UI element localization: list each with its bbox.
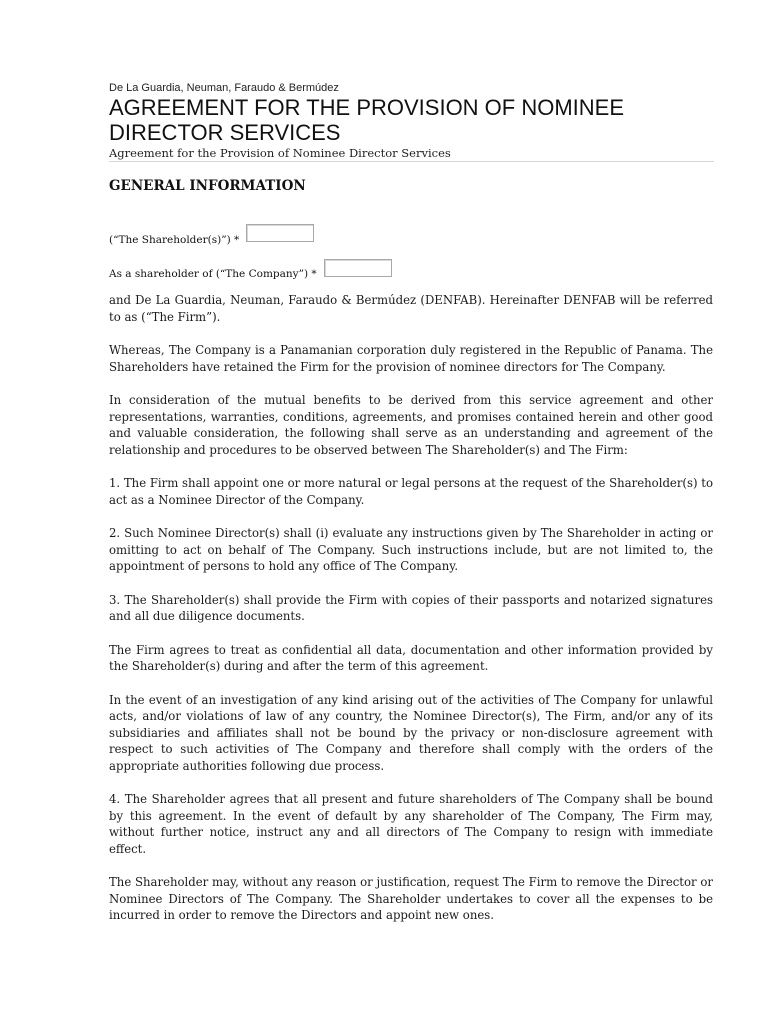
clause-3: 3. The Shareholder(s) shall provide the Firm with copies of their passports and notarized signatures and all due diligence documents. [109,592,713,623]
paragraph: and De La Guardia, Neuman, Faraudo & Bermúdez (DENFAB). Hereinafter DENFAB will be referred to as (“The Firm”). [109,293,713,324]
document-subtitle: Agreement for the Provision of Nominee Director Services [109,146,451,160]
agreement-body [109,292,713,941]
paragraph: In the event of an investigation of any kind arising out of the activities of The Company for unlawful acts, and/or violations of law of any country, the Nominee Director(s), The Firm, and/or any of its subsidiaries and affiliates shall not be bound by the privacy or non-disclosure agreement with respect to such activities of The Company and therefore shall comply with the orders of the appropriate authorities following due process. [109,692,713,773]
company-input[interactable] [324,259,392,277]
shareholder-label: (“The Shareholder(s)”) * [109,234,240,246]
header-divider [109,161,714,162]
clause-1: 1. The Firm shall appoint one or more natural or legal persons at the request of the Shareholder(s) to act as a Nominee Director of the Company. [109,476,714,507]
document-title: AGREEMENT FOR THE PROVISION OF NOMINEE DIRECTOR SERVICES [109,95,625,145]
paragraph: The Shareholder may, without any reason or justification, request The Firm to remove the Director or Nominee Directors of The Company. The Shareholder undertakes to cover all the expenses to be incurred in order to remove the Directors and appoint new ones. [109,875,713,922]
company-label: As a shareholder of (“The Company”) * [109,268,317,280]
firm-name: De La Guardia, Neuman, Faraudo & Bermúdez [109,82,339,94]
shareholder-input[interactable] [246,224,314,242]
clause-4: 4. The Shareholder agrees that all present and future shareholders of The Company shall be bound by this agreement. In the event of default by any shareholder of The Company, The Firm may, without further notice, instruct any and all directors of The Company to resign with immediate effect. [109,792,713,856]
paragraph: In consideration of the mutual benefits to be derived from this service agreement and other representations, warranties, conditions, agreements, and promises contained herein and other good and valuable consideration, the following shall serve as an understanding and agreement of the relationship and procedures to be observed between The Shareholder(s) and The Firm: [109,393,713,457]
clause-2: 2. Such Nominee Director(s) shall (i) evaluate any instructions given by The Shareholder in acting or omitting to act on behalf of The Company. Such instructions include, but are not limited to, the appointment of persons to hold any office of The Company. [109,526,713,573]
section-heading: GENERAL INFORMATION [109,178,306,194]
paragraph: The Firm agrees to treat as confidential all data, documentation and other information provided by the Shareholder(s) during and after the term of this agreement. [109,642,713,673]
paragraph: Whereas, The Company is a Panamanian corporation duly registered in the Republic of Panama. The Shareholders have retained the Firm for the provision of nominee directors for The Company. [109,343,713,374]
